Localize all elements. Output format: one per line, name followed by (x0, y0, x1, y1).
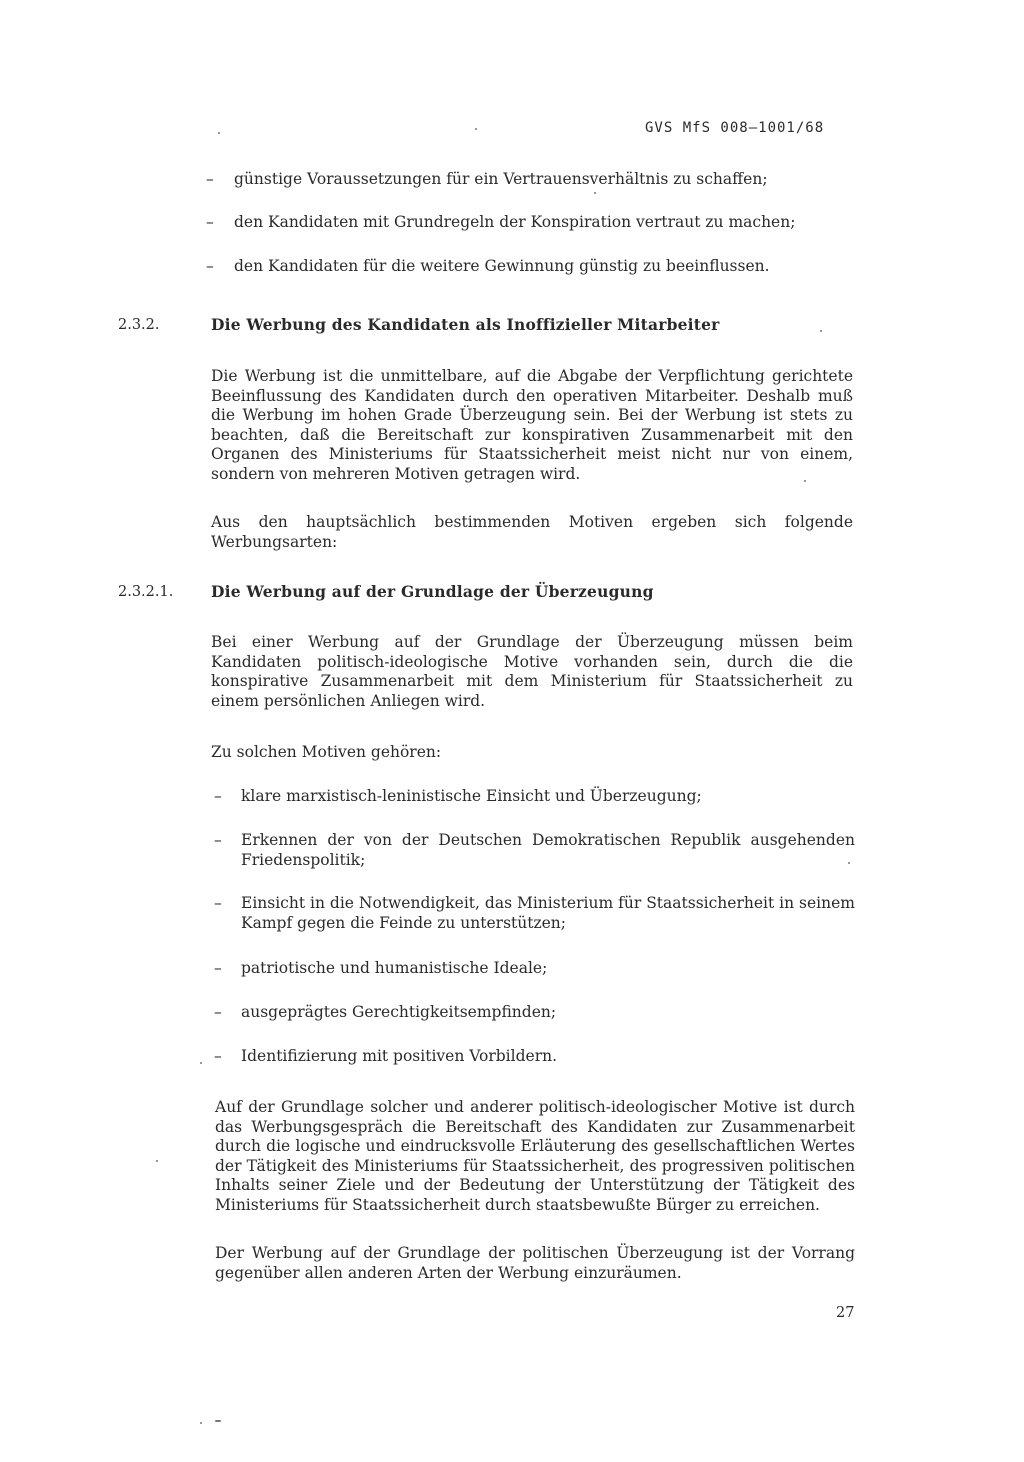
list-item-text: den Kandidaten für die weitere Gewinnung günstig zu beeinflussen. (234, 257, 770, 275)
dash-marker: – (214, 831, 222, 849)
paragraph: Bei einer Werbung auf der Grundlage der Überzeugung müssen beim Kandidaten politisch-ideologische Motive vorhanden sein, durch die die konspirative Zusammenarbeit mit dem Ministerium für Staatssicherheit zu einem persönlichen Anliegen wird. (211, 633, 853, 710)
page-number: 27 (836, 1305, 855, 1321)
dash-marker: – (206, 213, 214, 231)
paragraph: Die Werbung ist die unmittelbare, auf die Abgabe der Verpflichtung gerichtete Beeinflussung des Kandidaten durch den operativen Mitarbeiter. Deshalb muß die Werbung im hohen Grade Überzeugung sein. Bei der Werbung ist stets zu beachten, daß die Bereitschaft zur konspirativen Zusammenarbeit mit den Organen des Ministeriums für Staatssicherheit meist nicht nur von einem, sondern von mehreren Motiven getragen wird. (211, 367, 853, 483)
section-number: 2.3.2.1. (118, 584, 174, 600)
scan-speck (820, 330, 822, 332)
scan-speck (215, 1420, 221, 1422)
dash-marker: – (206, 257, 214, 275)
section-heading: Die Werbung des Kandidaten als Inoffizieller Mitarbeiter (211, 315, 720, 334)
dash-marker: – (206, 170, 214, 188)
paragraph: Auf der Grundlage solcher und anderer politisch-ideologischer Motive ist durch das Werbungsgespräch die Bereitschaft des Kandidaten zur Zusammenarbeit durch die logische und eindrucksvolle Erläuterung des gesellschaftlichen Wertes der Tätigkeit des Ministeriums für Staatssicherheit, des progressiven politischen Inhalts seiner Ziele und der Bedeutung der Unterstützung der Tätigkeit des Ministeriums für Staatssicherheit durch staatsbewußte Bürger zu erreichen. (215, 1098, 855, 1214)
list-item-text: Identifizierung mit positiven Vorbildern. (241, 1047, 558, 1065)
section-heading: Die Werbung auf der Grundlage der Überzeugung (211, 582, 654, 601)
section-number: 2.3.2. (118, 317, 160, 333)
paragraph: Aus den hauptsächlich bestimmenden Motiven ergeben sich folgende Werbungsarten: (211, 513, 853, 551)
list-item-text: klare marxistisch-leninistische Einsicht und Überzeugung; (241, 787, 702, 805)
list-item-text: ausgeprägtes Gerechtigkeitsempfinden; (241, 1003, 557, 1021)
scan-speck (200, 1422, 202, 1424)
paragraph: Zu solchen Motiven gehören: (211, 743, 442, 761)
list-item-text: günstige Voraussetzungen für ein Vertrauensverhältnis zu schaffen; (234, 170, 768, 188)
list-item-text: Einsicht in die Notwendigkeit, das Ministerium für Staatssicherheit in seinem Kampf gegen die Feinde zu unterstützen; (241, 894, 855, 932)
dash-marker: – (214, 959, 222, 977)
scan-speck (156, 1160, 158, 1162)
scan-speck (594, 192, 596, 194)
dash-marker: – (214, 1047, 222, 1065)
list-item-text: patriotische und humanistische Ideale; (241, 959, 548, 977)
dash-marker: – (214, 787, 222, 805)
list-item-text: den Kandidaten mit Grundregeln der Konspiration vertraut zu machen; (234, 213, 796, 231)
document-reference: GVS MfS 008–1001/68 (645, 120, 825, 136)
scan-speck (200, 1062, 202, 1064)
scan-speck (475, 128, 477, 130)
list-item-text: Erkennen der von der Deutschen Demokratischen Republik ausgehenden Friedenspolitik; (241, 831, 855, 869)
scan-speck (218, 132, 220, 134)
dash-marker: – (214, 894, 222, 912)
paragraph: Der Werbung auf der Grundlage der politischen Überzeugung ist der Vorrang gegenüber allen anderen Arten der Werbung einzuräumen. (215, 1244, 855, 1282)
dash-marker: – (214, 1003, 222, 1021)
